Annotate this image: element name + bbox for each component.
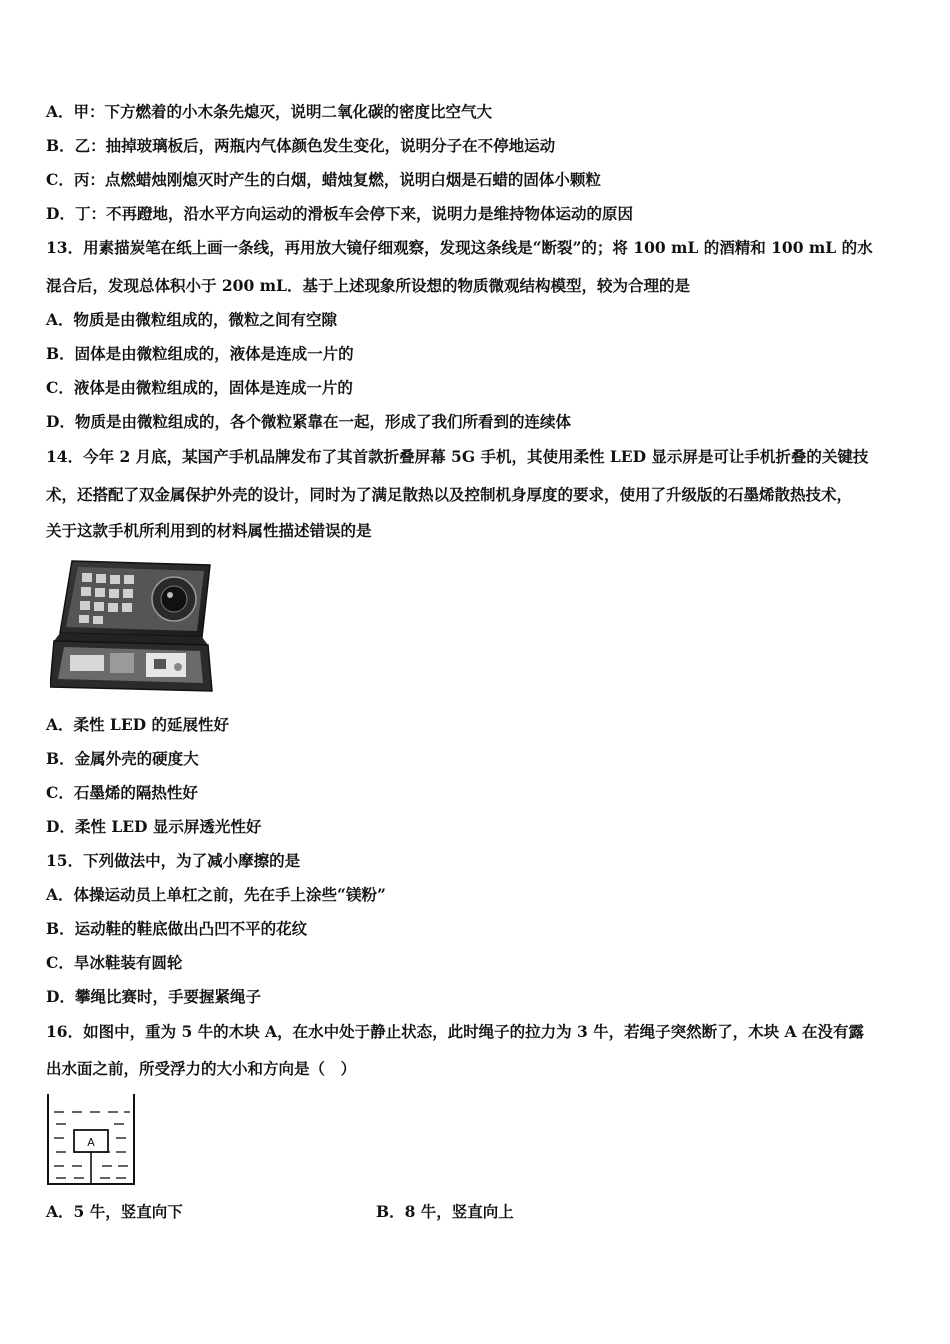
q14-stem-line-3: 关于这款手机所利用到的材料属性描述错误的是 bbox=[46, 521, 372, 540]
q16-stem-line-2: 出水面之前，所受浮力的大小和方向是（ ） bbox=[46, 1059, 357, 1078]
q16-stem-line-1: 16．如图中，重为 5 牛的木块 A，在水中处于静止状态，此时绳子的拉力为 3 牛，若绳子突然断了，木块 A 在没有露 bbox=[46, 1022, 864, 1041]
q15-stem: 15．下列做法中，为了减小摩擦的是 bbox=[46, 851, 301, 870]
q14-option-b: B．金属外壳的硬度大 bbox=[46, 749, 199, 768]
q16-option-a: A．5 牛，竖直向下 bbox=[46, 1202, 183, 1221]
q13-stem-line-1: 13．用素描炭笔在纸上画一条线，再用放大镜仔细观察，发现这条线是“断裂”的；将 100 mL 的酒精和 100 mL 的水 bbox=[46, 238, 873, 257]
q14-option-d: D．柔性 LED 显示屏透光性好 bbox=[46, 817, 262, 836]
q13-option-d: D．物质是由微粒组成的，各个微粒紧靠在一起，形成了我们所看到的连续体 bbox=[46, 412, 571, 431]
q14-stem-line-1: 14．今年 2 月底，某国产手机品牌发布了其首款折叠屏幕 5G 手机，其使用柔性 LED 显示屏是可让手机折叠的关键技 bbox=[46, 447, 869, 466]
q13-option-b: B．固体是由微粒组成的，液体是连成一片的 bbox=[46, 344, 354, 363]
q16-option-b: B．8 牛，竖直向上 bbox=[376, 1202, 514, 1221]
q15-option-c: C．旱冰鞋装有圆轮 bbox=[46, 953, 183, 972]
q13-stem-line-2: 混合后，发现总体积小于 200 mL．基于上述现象所设想的物质微观结构模型，较为合理的是 bbox=[46, 276, 690, 295]
water-container-diagram bbox=[44, 1092, 138, 1188]
q12-option-d: D．丁：不再蹬地，沿水平方向运动的滑板车会停下来，说明力是维持物体运动的原因 bbox=[46, 204, 633, 223]
q14-option-c: C．石墨烯的隔热性好 bbox=[46, 783, 198, 802]
q14-option-a: A．柔性 LED 的延展性好 bbox=[46, 715, 229, 734]
q13-option-c: C．液体是由微粒组成的，固体是连成一片的 bbox=[46, 378, 353, 397]
q12-option-c: C．丙：点燃蜡烛刚熄灭时产生的白烟，蜡烛复燃，说明白烟是石蜡的固体小颗粒 bbox=[46, 170, 601, 189]
q14-stem-line-2: 术，还搭配了双金属保护外壳的设计，同时为了满足散热以及控制机身厚度的要求，使用了升级版的石墨烯散热技术， bbox=[46, 485, 853, 504]
q13-option-a: A．物质是由微粒组成的，微粒之间有空隙 bbox=[46, 310, 338, 329]
foldable-phone-image bbox=[50, 555, 218, 695]
q12-option-b: B．乙：抽掉玻璃板后，两瓶内气体颜色发生变化，说明分子在不停地运动 bbox=[46, 136, 556, 155]
q12-option-a: A．甲：下方燃着的小木条先熄灭，说明二氧化碳的密度比空气大 bbox=[46, 102, 493, 121]
q15-option-d: D．攀绳比赛时，手要握紧绳子 bbox=[46, 987, 261, 1006]
block-a-label: A bbox=[87, 1136, 95, 1149]
q15-option-b: B．运动鞋的鞋底做出凸凹不平的花纹 bbox=[46, 919, 308, 938]
q15-option-a: A．体操运动员上单杠之前，先在手上涂些“镁粉” bbox=[46, 885, 386, 904]
